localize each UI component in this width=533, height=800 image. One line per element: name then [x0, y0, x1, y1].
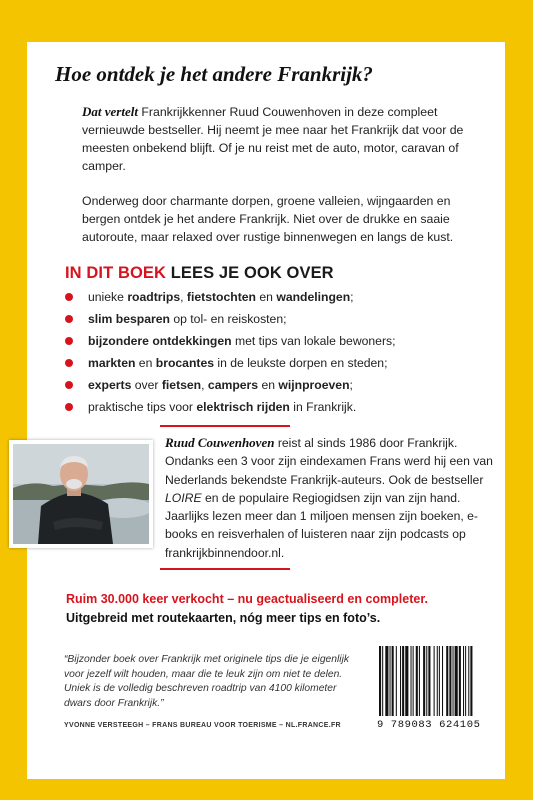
quote-source: YVONNE VERSTEEGH – FRANS BUREAU VOOR TOERISME – NL.FRANCE.FR — [64, 722, 341, 729]
second-paragraph: Onderweg door charmante dorpen, groene valleien, wijngaarden en bergen ontdek je het andere Frankrijk. Niet over de drukke en saaie autoroute, maar relaxed over rustige binnenwegen en langs de kust. — [82, 194, 454, 244]
list-item: bijzondere ontdekkingen met tips van lokale bewoners; — [65, 330, 495, 352]
author-name: Ruud Couwenhoven — [165, 435, 275, 450]
bullet-dot-icon — [65, 337, 73, 345]
section-title-black: LEES JE OOK OVER — [170, 264, 334, 282]
isbn-number: 9 789083 624105 — [377, 719, 481, 731]
intro-text: Frankrijkkenner Ruud Couwenhoven in deze compleet vernieuwde bestseller. Hij neemt je mee naar het Frankrijk dat voor de meesten onbekend blijft. Of je nu reist met de auto, motor, caravan of camper. — [82, 105, 464, 173]
author-bio: Ruud Couwenhoven reist al sinds 1986 door Frankrijk. Ondanks een 3 voor zijn eindexamen Frans werd hij een van Nederlands bekendste Frankrijk-auteurs. Ook de bestseller LOIRE en de populaire Regiogidsen zijn van zijn hand. Jaarlijks lezen meer dan 1 miljoen mensen zijn boeken, e-books en reisverhalen of luisteren naar zijn podcasts op frankrijkbinnendoor.nl. — [165, 435, 493, 560]
section-title-red: IN DIT BOEK — [65, 264, 167, 282]
divider-top — [160, 425, 290, 427]
author-portrait-icon — [13, 444, 149, 544]
bullet-dot-icon — [65, 381, 73, 389]
list-item: experts over fietsen, campers en wijnproeven; — [65, 374, 495, 396]
bullet-dot-icon — [65, 403, 73, 411]
feature-list — [65, 286, 495, 418]
author-photo — [9, 440, 153, 548]
list-item: praktische tips voor elektrisch rijden in Frankrijk. — [65, 396, 495, 418]
headline: Hoe ontdek je het andere Frankrijk? — [55, 62, 373, 86]
sales-claim: Ruim 30.000 keer verkocht – nu geactualiseerd en completer. — [66, 592, 428, 606]
book-title-loire: LOIRE — [165, 490, 202, 505]
list-item: markten en brocantes in de leukste dorpen en steden; — [65, 352, 495, 374]
section-title — [65, 264, 334, 283]
divider-bottom — [160, 568, 290, 570]
update-claim: Uitgebreid met routekaarten, nóg meer tips en foto’s. — [66, 611, 381, 625]
barcode-icon — [377, 646, 502, 716]
bullet-dot-icon — [65, 293, 73, 301]
list-item: slim besparen op tol- en reiskosten; — [65, 308, 495, 330]
bullet-dot-icon — [65, 315, 73, 323]
intro-paragraph — [82, 103, 487, 175]
list-item: unieke roadtrips, fietstochten en wandelingen; — [65, 286, 495, 308]
bullet-dot-icon — [65, 359, 73, 367]
intro-lead: Dat vertelt — [82, 104, 138, 119]
review-quote: “Bijzonder boek over Frankrijk met originele tips die je eigenlijk voor jezelf wilt houden, maar die te leuk zijn om niet te delen. Uniek is de volledig beschreven roadtrip van 4100 kilometer dwars door Frankrijk.” — [64, 654, 350, 710]
